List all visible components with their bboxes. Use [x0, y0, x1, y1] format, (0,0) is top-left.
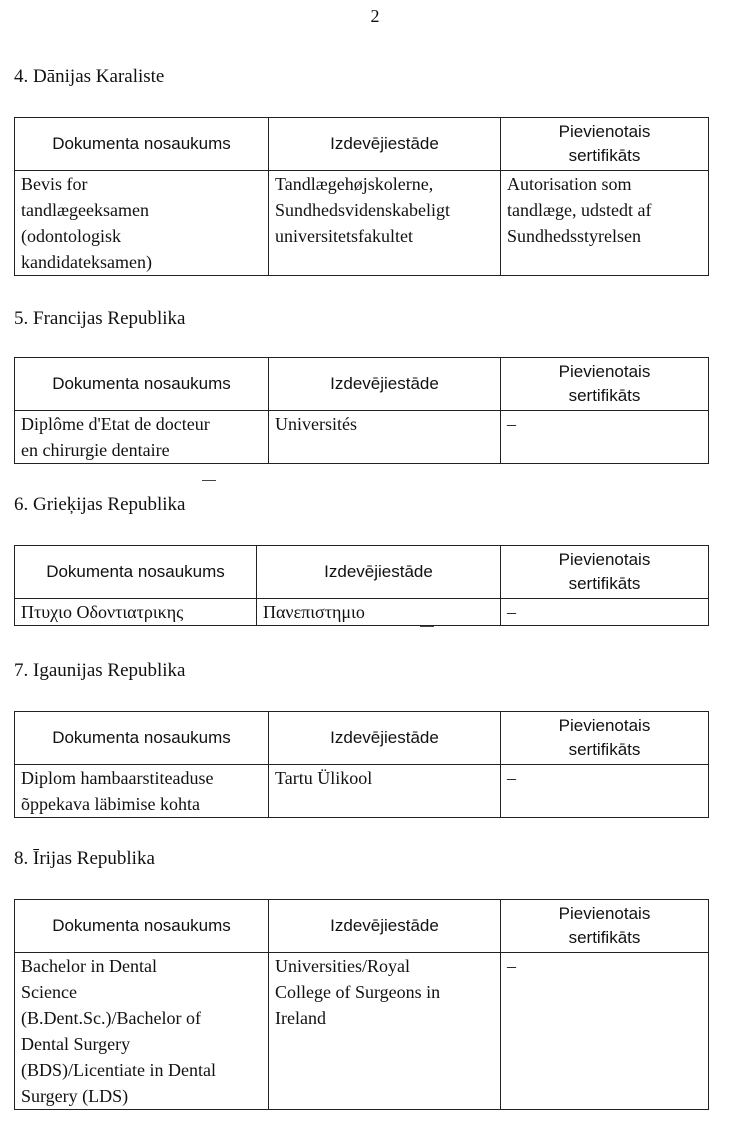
cell-issuer: Universities/Royal College of Surgeons in Ireland — [269, 953, 501, 1110]
cell-issuer: Tandlægehøjskolerne, Sundhedsvidenskabeligt universitetsfakultet — [269, 171, 501, 276]
header-document-name: Dokumenta nosaukums — [15, 546, 257, 599]
cell-certificate: – — [501, 599, 709, 626]
cell-document: Bachelor in Dental Science (B.Dent.Sc.)/Bachelor of Dental Surgery (BDS)/Licentiate in Dental Surgery (LDS) — [15, 953, 269, 1110]
table-header-row — [15, 712, 709, 765]
header-certificate: Pievienotais sertifikāts — [501, 900, 709, 953]
header-issuer: Izdevējiestāde — [269, 900, 501, 953]
cell-certificate: Autorisation som tandlæge, udstedt af Sundhedsstyrelsen — [501, 171, 709, 276]
cell-issuer: Tartu Ülikool — [269, 765, 501, 818]
table-greece — [14, 545, 709, 626]
header-issuer: Izdevējiestāde — [269, 712, 501, 765]
table-header-row — [15, 118, 709, 171]
header-issuer: Izdevējiestāde — [269, 358, 501, 411]
table-france — [14, 357, 709, 464]
table-row — [15, 171, 709, 276]
header-certificate: Pievienotais sertifikāts — [501, 358, 709, 411]
table-header-row — [15, 358, 709, 411]
header-issuer: Izdevējiestāde — [269, 118, 501, 171]
section-heading-ireland: 8. Īrijas Republika — [14, 848, 155, 869]
scan-mark — [202, 480, 216, 481]
header-document-name: Dokumenta nosaukums — [15, 358, 269, 411]
header-document-name: Dokumenta nosaukums — [15, 900, 269, 953]
header-certificate: Pievienotais sertifikāts — [501, 546, 709, 599]
header-document-name: Dokumenta nosaukums — [15, 712, 269, 765]
header-issuer: Izdevējiestāde — [257, 546, 501, 599]
section-heading-estonia: 7. Igaunijas Republika — [14, 660, 186, 681]
cell-certificate: – — [501, 411, 709, 464]
cell-document: Πτυχιο Οδοντιατρικης — [15, 599, 257, 626]
cell-certificate: – — [501, 953, 709, 1110]
section-heading-france: 5. Francijas Republika — [14, 308, 186, 329]
table-row — [15, 765, 709, 818]
section-heading-greece: 6. Grieķijas Republika — [14, 494, 186, 515]
cell-document: Diplom hambaarstiteaduse õppekava läbimise kohta — [15, 765, 269, 818]
table-row — [15, 599, 709, 626]
table-row — [15, 953, 709, 1110]
page-number: 2 — [370, 6, 380, 26]
table-header-row — [15, 900, 709, 953]
header-certificate: Pievienotais sertifikāts — [501, 118, 709, 171]
table-ireland — [14, 899, 709, 1110]
cell-issuer: Universités — [269, 411, 501, 464]
section-heading-denmark: 4. Dānijas Karaliste — [14, 66, 165, 87]
table-row — [15, 411, 709, 464]
scan-mark — [420, 626, 434, 627]
cell-document: Diplôme d'Etat de docteur en chirurgie dentaire — [15, 411, 269, 464]
table-denmark — [14, 117, 709, 276]
table-header-row — [15, 546, 709, 599]
table-estonia — [14, 711, 709, 818]
cell-certificate: – — [501, 765, 709, 818]
cell-document: Bevis for tandlægeeksamen (odontologisk kandidateksamen) — [15, 171, 269, 276]
header-document-name: Dokumenta nosaukums — [15, 118, 269, 171]
header-certificate: Pievienotais sertifikāts — [501, 712, 709, 765]
cell-issuer: Πανεπιστημιο — [257, 599, 501, 626]
